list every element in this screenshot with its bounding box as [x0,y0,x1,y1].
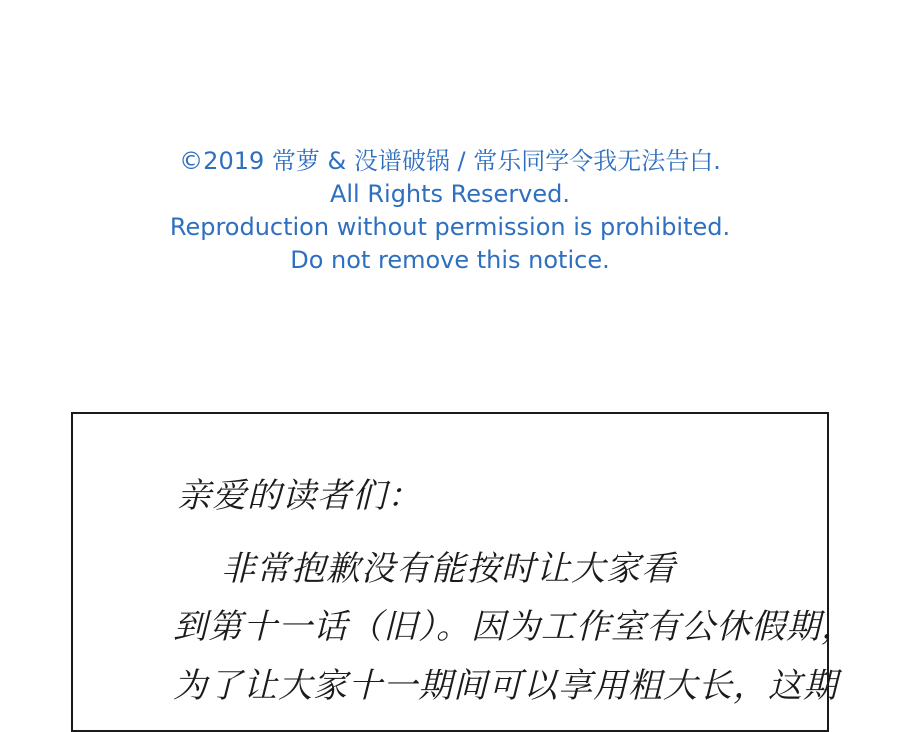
letter-greeting: 亲爱的读者们： [177,476,422,516]
letter-line: 到第十一话（旧）。因为工作室有公休假期， [173,607,856,647]
do-not-remove-line: Do not remove this notice. [290,246,610,274]
copyright-notice [0,145,900,277]
letter-line: 为了让大家十一期间可以享用粗大长，这期 [173,666,838,706]
reproduction-line: Reproduction without permission is prohibited. [169,213,731,241]
letter-line: 非常抱歉没有能按时让大家看 [221,549,676,589]
handwritten-letter [71,412,856,732]
rights-reserved-line: All Rights Reserved. [329,180,571,208]
copyright-line: ©2019 常萝 & 没谱破锅 / 常乐同学令我无法告白. [179,147,721,175]
